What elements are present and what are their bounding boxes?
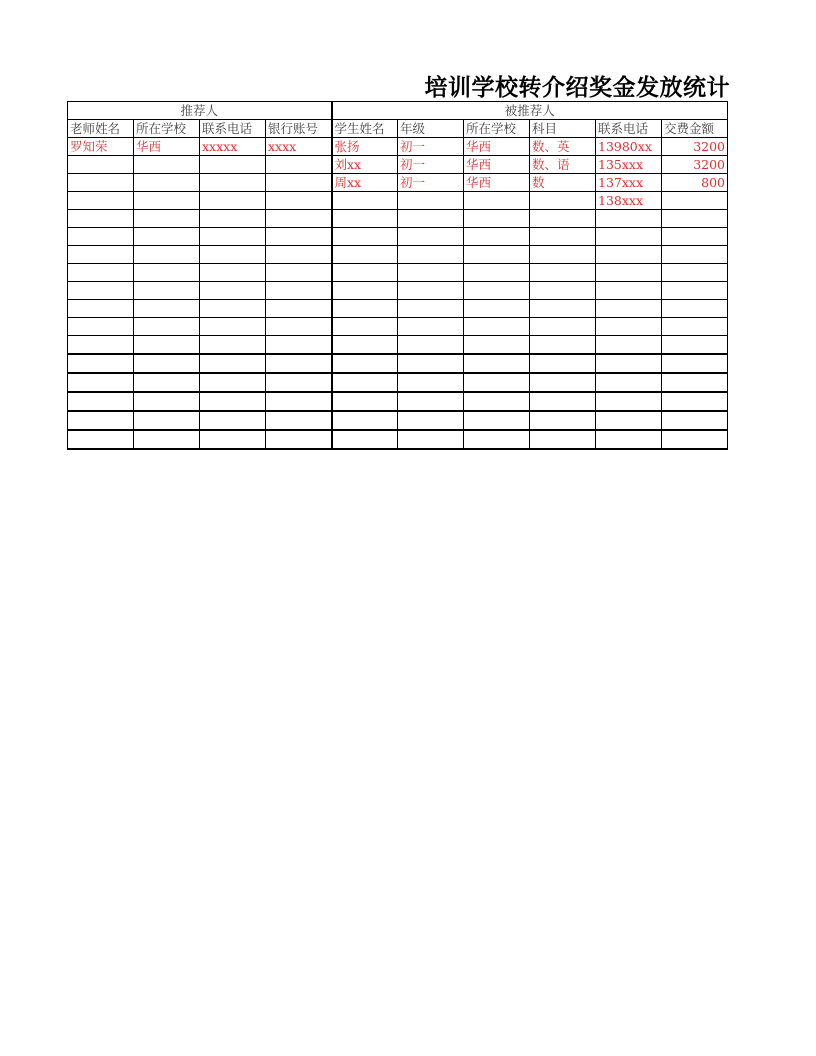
cell-fee-amount[interactable] — [662, 411, 728, 430]
referral-bonus-table — [67, 101, 728, 450]
header-student-phone[interactable]: 联系电话 — [596, 120, 662, 138]
cell-student-school[interactable] — [464, 210, 530, 228]
cell-teacher-name[interactable] — [68, 192, 134, 210]
cell-teacher-school[interactable] — [134, 228, 200, 246]
cell-teacher-school[interactable] — [134, 430, 200, 449]
table-row — [68, 430, 728, 449]
table-row — [68, 246, 728, 264]
cell-student-school[interactable] — [464, 318, 530, 336]
cell-grade[interactable] — [398, 210, 464, 228]
cell-teacher-school[interactable] — [134, 373, 200, 392]
cell-subject[interactable] — [530, 354, 596, 373]
cell-grade[interactable] — [398, 282, 464, 300]
header-teacher-phone[interactable]: 联系电话 — [200, 120, 266, 138]
cell-teacher-name[interactable] — [68, 174, 134, 192]
cell-student-school[interactable] — [464, 392, 530, 411]
cell-bank-account[interactable]: xxxx — [266, 138, 332, 156]
header-grade[interactable]: 年级 — [398, 120, 464, 138]
cell-grade[interactable] — [398, 246, 464, 264]
cell-student-phone[interactable] — [596, 411, 662, 430]
cell-student-name[interactable]: 刘xx — [332, 156, 398, 174]
cell-fee-amount[interactable] — [662, 246, 728, 264]
cell-subject[interactable] — [530, 228, 596, 246]
cell-grade[interactable] — [398, 336, 464, 355]
cell-teacher-name[interactable] — [68, 411, 134, 430]
group-header-referred[interactable]: 被推荐人 — [332, 102, 728, 120]
cell-teacher-name[interactable] — [68, 336, 134, 355]
cell-student-school[interactable]: 华西 — [464, 138, 530, 156]
cell-student-phone[interactable] — [596, 392, 662, 411]
cell-bank-account[interactable] — [266, 246, 332, 264]
cell-teacher-phone[interactable] — [200, 411, 266, 430]
cell-teacher-name[interactable] — [68, 156, 134, 174]
cell-student-name[interactable] — [332, 318, 398, 336]
cell-teacher-phone[interactable] — [200, 174, 266, 192]
cell-teacher-phone[interactable] — [200, 282, 266, 300]
cell-teacher-school[interactable] — [134, 392, 200, 411]
cell-teacher-name[interactable] — [68, 228, 134, 246]
cell-student-phone[interactable] — [596, 373, 662, 392]
cell-student-phone[interactable] — [596, 354, 662, 373]
table-row — [68, 192, 728, 210]
cell-teacher-phone[interactable] — [200, 156, 266, 174]
cell-fee-amount[interactable] — [662, 210, 728, 228]
group-header-referrer[interactable]: 推荐人 — [68, 102, 332, 120]
cell-teacher-school[interactable]: 华西 — [134, 138, 200, 156]
cell-grade[interactable] — [398, 411, 464, 430]
cell-student-school[interactable]: 华西 — [464, 174, 530, 192]
cell-teacher-school[interactable] — [134, 318, 200, 336]
header-student-name[interactable]: 学生姓名 — [332, 120, 398, 138]
table-row — [68, 228, 728, 246]
cell-student-name[interactable] — [332, 373, 398, 392]
cell-fee-amount[interactable]: 3200 — [662, 156, 728, 174]
cell-fee-amount[interactable] — [662, 228, 728, 246]
cell-subject[interactable] — [530, 300, 596, 318]
cell-student-school[interactable] — [464, 192, 530, 210]
cell-fee-amount[interactable] — [662, 282, 728, 300]
cell-grade[interactable] — [398, 354, 464, 373]
cell-fee-amount[interactable]: 3200 — [662, 138, 728, 156]
cell-teacher-phone[interactable] — [200, 246, 266, 264]
cell-student-phone[interactable] — [596, 246, 662, 264]
cell-subject[interactable] — [530, 430, 596, 449]
cell-teacher-school[interactable] — [134, 300, 200, 318]
cell-student-name[interactable] — [332, 192, 398, 210]
header-fee-amount[interactable]: 交费金额 — [662, 120, 728, 138]
cell-teacher-phone[interactable] — [200, 373, 266, 392]
cell-teacher-name[interactable] — [68, 264, 134, 282]
cell-student-phone[interactable]: 13980xx — [596, 138, 662, 156]
cell-subject[interactable] — [530, 336, 596, 355]
cell-fee-amount[interactable] — [662, 354, 728, 373]
cell-bank-account[interactable] — [266, 392, 332, 411]
cell-student-school[interactable]: 华西 — [464, 156, 530, 174]
cell-fee-amount[interactable] — [662, 300, 728, 318]
cell-teacher-school[interactable] — [134, 210, 200, 228]
cell-subject[interactable] — [530, 318, 596, 336]
cell-student-name[interactable] — [332, 300, 398, 318]
cell-teacher-name[interactable] — [68, 430, 134, 449]
table-row — [68, 300, 728, 318]
cell-teacher-name[interactable]: 罗知荣 — [68, 138, 134, 156]
cell-teacher-phone[interactable] — [200, 392, 266, 411]
cell-teacher-phone[interactable] — [200, 318, 266, 336]
cell-teacher-school[interactable] — [134, 354, 200, 373]
cell-student-school[interactable] — [464, 336, 530, 355]
table-row — [68, 282, 728, 300]
cell-student-phone[interactable]: 138xxx — [596, 192, 662, 210]
cell-teacher-school[interactable] — [134, 156, 200, 174]
cell-teacher-school[interactable] — [134, 192, 200, 210]
cell-student-name[interactable] — [332, 336, 398, 355]
cell-fee-amount[interactable] — [662, 192, 728, 210]
cell-teacher-phone[interactable] — [200, 430, 266, 449]
cell-subject[interactable]: 数、英 — [530, 138, 596, 156]
sheet-title — [330, 72, 730, 104]
cell-grade[interactable] — [398, 318, 464, 336]
column-header-row — [68, 120, 728, 138]
cell-student-school[interactable] — [464, 300, 530, 318]
cell-student-name[interactable] — [332, 246, 398, 264]
cell-bank-account[interactable] — [266, 192, 332, 210]
cell-teacher-name[interactable] — [68, 392, 134, 411]
cell-fee-amount[interactable] — [662, 264, 728, 282]
table-row — [68, 156, 728, 174]
cell-grade[interactable] — [398, 373, 464, 392]
table-row — [68, 354, 728, 373]
cell-grade[interactable]: 初一 — [398, 156, 464, 174]
cell-student-phone[interactable] — [596, 430, 662, 449]
cell-teacher-school[interactable] — [134, 336, 200, 355]
header-bank-account[interactable]: 银行账号 — [266, 120, 332, 138]
table-row — [68, 373, 728, 392]
table-row — [68, 264, 728, 282]
cell-student-name[interactable]: 张扬 — [332, 138, 398, 156]
cell-grade[interactable] — [398, 392, 464, 411]
cell-teacher-phone[interactable] — [200, 354, 266, 373]
cell-student-phone[interactable]: 135xxx — [596, 156, 662, 174]
cell-teacher-name[interactable] — [68, 300, 134, 318]
cell-teacher-name[interactable] — [68, 373, 134, 392]
cell-student-name[interactable] — [332, 282, 398, 300]
table-row — [68, 318, 728, 336]
cell-fee-amount[interactable] — [662, 373, 728, 392]
cell-subject[interactable] — [530, 246, 596, 264]
cell-student-phone[interactable] — [596, 336, 662, 355]
cell-grade[interactable] — [398, 264, 464, 282]
cell-student-name[interactable] — [332, 210, 398, 228]
cell-bank-account[interactable] — [266, 264, 332, 282]
cell-teacher-name[interactable] — [68, 318, 134, 336]
cell-fee-amount[interactable] — [662, 318, 728, 336]
header-teacher-school[interactable]: 所在学校 — [134, 120, 200, 138]
table-row — [68, 174, 728, 192]
cell-subject[interactable] — [530, 192, 596, 210]
table-row — [68, 392, 728, 411]
cell-subject[interactable] — [530, 373, 596, 392]
cell-grade[interactable]: 初一 — [398, 138, 464, 156]
cell-teacher-school[interactable] — [134, 411, 200, 430]
cell-teacher-name[interactable] — [68, 354, 134, 373]
cell-bank-account[interactable] — [266, 430, 332, 449]
cell-fee-amount[interactable] — [662, 336, 728, 355]
table-row — [68, 336, 728, 355]
cell-student-name[interactable] — [332, 354, 398, 373]
cell-student-school[interactable] — [464, 228, 530, 246]
cell-bank-account[interactable] — [266, 354, 332, 373]
cell-bank-account[interactable] — [266, 156, 332, 174]
cell-teacher-phone[interactable] — [200, 210, 266, 228]
cell-fee-amount[interactable] — [662, 430, 728, 449]
cell-subject[interactable] — [530, 282, 596, 300]
cell-teacher-phone[interactable]: xxxxx — [200, 138, 266, 156]
group-header-row — [68, 102, 728, 120]
cell-bank-account[interactable] — [266, 174, 332, 192]
header-teacher-name[interactable]: 老师姓名 — [68, 120, 134, 138]
cell-student-school[interactable] — [464, 264, 530, 282]
cell-grade[interactable] — [398, 430, 464, 449]
cell-teacher-school[interactable] — [134, 246, 200, 264]
cell-grade[interactable] — [398, 192, 464, 210]
cell-bank-account[interactable] — [266, 228, 332, 246]
cell-teacher-phone[interactable] — [200, 336, 266, 355]
header-subject[interactable]: 科目 — [530, 120, 596, 138]
table-row — [68, 411, 728, 430]
table-row — [68, 138, 728, 156]
cell-student-name[interactable] — [332, 264, 398, 282]
cell-student-phone[interactable] — [596, 282, 662, 300]
cell-teacher-name[interactable] — [68, 246, 134, 264]
cell-fee-amount[interactable] — [662, 392, 728, 411]
cell-subject[interactable]: 数 — [530, 174, 596, 192]
cell-student-school[interactable] — [464, 430, 530, 449]
cell-subject[interactable] — [530, 411, 596, 430]
header-student-school[interactable]: 所在学校 — [464, 120, 530, 138]
cell-teacher-name[interactable] — [68, 282, 134, 300]
cell-student-name[interactable] — [332, 392, 398, 411]
cell-student-phone[interactable] — [596, 210, 662, 228]
cell-bank-account[interactable] — [266, 210, 332, 228]
cell-student-phone[interactable] — [596, 228, 662, 246]
cell-student-school[interactable] — [464, 373, 530, 392]
cell-student-phone[interactable] — [596, 318, 662, 336]
cell-fee-amount[interactable]: 800 — [662, 174, 728, 192]
cell-teacher-school[interactable] — [134, 264, 200, 282]
cell-bank-account[interactable] — [266, 411, 332, 430]
cell-bank-account[interactable] — [266, 300, 332, 318]
cell-teacher-phone[interactable] — [200, 228, 266, 246]
cell-student-name[interactable]: 周xx — [332, 174, 398, 192]
table-row — [68, 210, 728, 228]
cell-bank-account[interactable] — [266, 336, 332, 355]
cell-teacher-phone[interactable] — [200, 300, 266, 318]
cell-subject[interactable]: 数、语 — [530, 156, 596, 174]
cell-student-phone[interactable] — [596, 264, 662, 282]
cell-teacher-name[interactable] — [68, 210, 134, 228]
cell-bank-account[interactable] — [266, 282, 332, 300]
cell-student-school[interactable] — [464, 354, 530, 373]
cell-student-name[interactable] — [332, 411, 398, 430]
cell-bank-account[interactable] — [266, 373, 332, 392]
cell-subject[interactable] — [530, 210, 596, 228]
cell-teacher-phone[interactable] — [200, 264, 266, 282]
cell-student-phone[interactable] — [596, 300, 662, 318]
cell-teacher-school[interactable] — [134, 282, 200, 300]
cell-subject[interactable] — [530, 264, 596, 282]
cell-grade[interactable] — [398, 300, 464, 318]
cell-teacher-school[interactable] — [134, 174, 200, 192]
cell-student-name[interactable] — [332, 228, 398, 246]
cell-bank-account[interactable] — [266, 318, 332, 336]
cell-student-school[interactable] — [464, 246, 530, 264]
cell-teacher-phone[interactable] — [200, 192, 266, 210]
cell-student-name[interactable] — [332, 430, 398, 449]
cell-student-phone[interactable]: 137xxx — [596, 174, 662, 192]
cell-subject[interactable] — [530, 392, 596, 411]
cell-student-school[interactable] — [464, 282, 530, 300]
cell-grade[interactable] — [398, 228, 464, 246]
sheet-title-text: 培训学校转介绍奖金发放统计 — [424, 74, 730, 101]
cell-grade[interactable]: 初一 — [398, 174, 464, 192]
cell-student-school[interactable] — [464, 411, 530, 430]
